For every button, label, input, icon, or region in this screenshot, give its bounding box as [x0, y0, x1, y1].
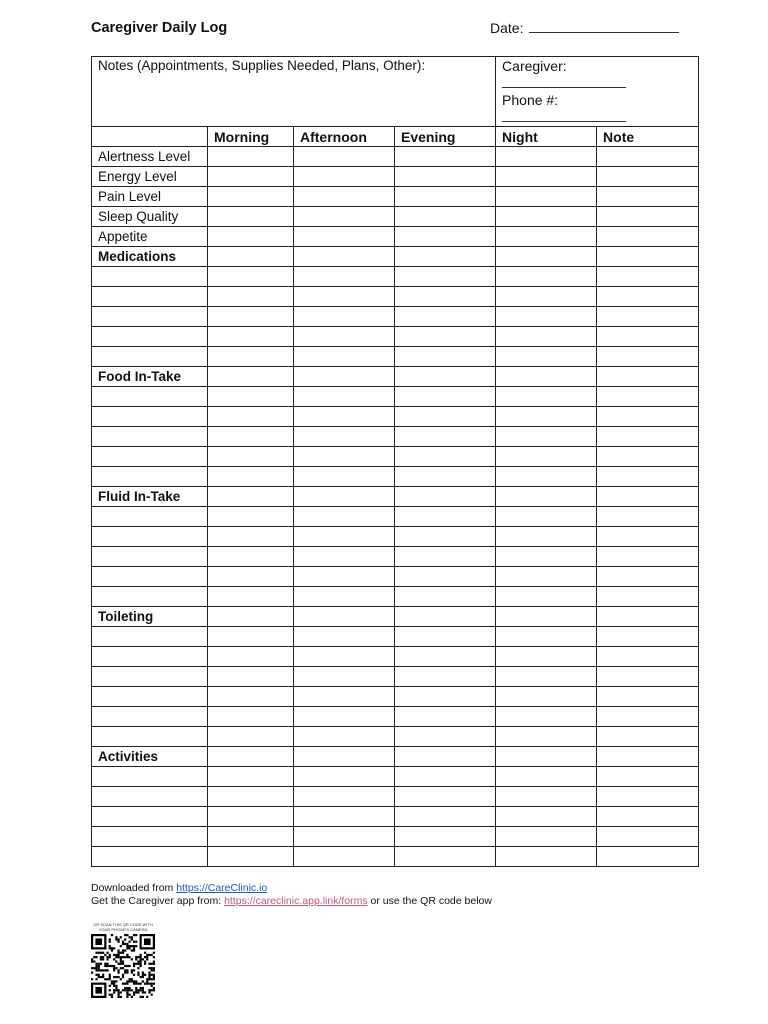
row-label[interactable]: [92, 847, 208, 867]
entry-cell[interactable]: [208, 707, 294, 727]
entry-cell[interactable]: [208, 767, 294, 787]
row-label: Sleep Quality: [92, 207, 208, 227]
entry-cell[interactable]: [208, 347, 294, 367]
entry-cell[interactable]: [597, 587, 699, 607]
entry-cell[interactable]: [395, 367, 496, 387]
entry-cell[interactable]: [496, 667, 597, 687]
date-field: [490, 20, 679, 36]
qr-caption: OR SCAN THIS QR CODE WITH YOUR PHONE'S CAMERA: [93, 922, 153, 932]
entry-cell[interactable]: [395, 347, 496, 367]
row-label: Energy Level: [92, 167, 208, 187]
entry-cell[interactable]: [294, 207, 395, 227]
entry-cell[interactable]: [597, 567, 699, 587]
blank-entry-row: [92, 427, 699, 447]
entry-cell[interactable]: [294, 687, 395, 707]
entry-cell[interactable]: [597, 627, 699, 647]
entry-cell[interactable]: [294, 187, 395, 207]
entry-cell[interactable]: [395, 607, 496, 627]
entry-cell[interactable]: [395, 807, 496, 827]
blank-entry-row: [92, 327, 699, 347]
section-heading: Medications: [92, 247, 208, 267]
entry-cell[interactable]: [208, 667, 294, 687]
entry-cell[interactable]: [294, 167, 395, 187]
entry-cell[interactable]: [294, 727, 395, 747]
column-header-morning: Morning: [208, 127, 294, 147]
entry-cell[interactable]: [496, 607, 597, 627]
entry-cell[interactable]: [395, 827, 496, 847]
blank-entry-row: [92, 507, 699, 527]
entry-cell[interactable]: [294, 667, 395, 687]
entry-cell[interactable]: [597, 547, 699, 567]
date-blank-line[interactable]: [529, 21, 679, 33]
blank-entry-row: [92, 567, 699, 587]
row-label[interactable]: [92, 727, 208, 747]
metric-row: [92, 187, 699, 207]
entry-cell[interactable]: [496, 267, 597, 287]
downloaded-prefix: Downloaded from: [91, 882, 177, 894]
metric-row: [92, 147, 699, 167]
entry-cell[interactable]: [395, 527, 496, 547]
entry-cell[interactable]: [496, 507, 597, 527]
blank-entry-row: [92, 807, 699, 827]
blank-entry-row: [92, 467, 699, 487]
entry-cell[interactable]: [208, 147, 294, 167]
row-label[interactable]: [92, 427, 208, 447]
entry-cell[interactable]: [208, 327, 294, 347]
entry-cell[interactable]: [208, 847, 294, 867]
entry-cell[interactable]: [395, 567, 496, 587]
entry-cell[interactable]: [294, 287, 395, 307]
entry-cell[interactable]: [208, 547, 294, 567]
entry-cell[interactable]: [597, 687, 699, 707]
section-heading: Toileting: [92, 607, 208, 627]
entry-cell[interactable]: [597, 667, 699, 687]
entry-cell[interactable]: [208, 207, 294, 227]
date-label: Date:: [490, 20, 524, 36]
entry-cell[interactable]: [597, 707, 699, 727]
footer: [91, 882, 691, 908]
entry-cell[interactable]: [294, 527, 395, 547]
entry-cell[interactable]: [496, 527, 597, 547]
entry-cell[interactable]: [496, 307, 597, 327]
entry-cell[interactable]: [597, 247, 699, 267]
blank-entry-row: [92, 787, 699, 807]
entry-cell[interactable]: [395, 187, 496, 207]
row-label[interactable]: [92, 787, 208, 807]
row-label[interactable]: [92, 527, 208, 547]
entry-cell[interactable]: [294, 247, 395, 267]
entry-cell[interactable]: [294, 267, 395, 287]
section-row: [92, 747, 699, 767]
entry-cell[interactable]: [496, 567, 597, 587]
row-label[interactable]: [92, 687, 208, 707]
blank-entry-row: [92, 287, 699, 307]
row-label[interactable]: [92, 647, 208, 667]
entry-cell[interactable]: [597, 727, 699, 747]
row-label[interactable]: [92, 587, 208, 607]
entry-cell[interactable]: [597, 747, 699, 767]
daily-log-table: [91, 56, 699, 867]
blank-entry-row: [92, 347, 699, 367]
row-label[interactable]: [92, 467, 208, 487]
entry-cell[interactable]: [395, 287, 496, 307]
row-label[interactable]: [92, 807, 208, 827]
entry-cell[interactable]: [395, 227, 496, 247]
entry-cell[interactable]: [294, 587, 395, 607]
entry-cell[interactable]: [208, 187, 294, 207]
entry-cell[interactable]: [496, 487, 597, 507]
entry-cell[interactable]: [597, 287, 699, 307]
metric-row: [92, 167, 699, 187]
entry-cell[interactable]: [597, 387, 699, 407]
entry-cell[interactable]: [496, 187, 597, 207]
entry-cell[interactable]: [597, 847, 699, 867]
qr-code-image[interactable]: [91, 934, 155, 998]
entry-cell[interactable]: [294, 747, 395, 767]
row-label: Pain Level: [92, 187, 208, 207]
blank-entry-row: [92, 687, 699, 707]
metric-row: [92, 207, 699, 227]
entry-cell[interactable]: [294, 647, 395, 667]
app-link[interactable]: https://careclinic.app.link/forms: [224, 895, 368, 907]
entry-cell[interactable]: [496, 227, 597, 247]
entry-cell[interactable]: [597, 307, 699, 327]
entry-cell[interactable]: [395, 247, 496, 267]
entry-cell[interactable]: [597, 447, 699, 467]
entry-cell[interactable]: [294, 467, 395, 487]
row-label: Alertness Level: [92, 147, 208, 167]
entry-cell[interactable]: [294, 147, 395, 167]
row-label: Appetite: [92, 227, 208, 247]
entry-cell[interactable]: [208, 167, 294, 187]
entry-cell[interactable]: [597, 327, 699, 347]
blank-entry-row: [92, 667, 699, 687]
entry-cell[interactable]: [496, 447, 597, 467]
entry-cell[interactable]: [395, 787, 496, 807]
entry-cell[interactable]: [597, 187, 699, 207]
entry-cell[interactable]: [395, 547, 496, 567]
entry-cell[interactable]: [208, 427, 294, 447]
entry-cell[interactable]: [294, 567, 395, 587]
blank-entry-row: [92, 267, 699, 287]
entry-cell[interactable]: [294, 507, 395, 527]
entry-cell[interactable]: [294, 427, 395, 447]
entry-cell[interactable]: [208, 587, 294, 607]
blank-entry-row: [92, 547, 699, 567]
entry-cell[interactable]: [395, 467, 496, 487]
entry-cell[interactable]: [496, 727, 597, 747]
blank-entry-row: [92, 527, 699, 547]
section-heading: Food In-Take: [92, 367, 208, 387]
entry-cell[interactable]: [395, 707, 496, 727]
entry-cell[interactable]: [294, 787, 395, 807]
entry-cell[interactable]: [395, 147, 496, 167]
entry-cell[interactable]: [395, 327, 496, 347]
entry-cell[interactable]: [597, 767, 699, 787]
log-rows: [92, 147, 699, 867]
row-label[interactable]: [92, 287, 208, 307]
row-label[interactable]: [92, 307, 208, 327]
caregiver-box[interactable]: [496, 57, 699, 127]
entry-cell[interactable]: [208, 747, 294, 767]
row-label[interactable]: [92, 447, 208, 467]
entry-cell[interactable]: [208, 527, 294, 547]
entry-cell[interactable]: [294, 827, 395, 847]
column-header-afternoon: Afternoon: [294, 127, 395, 147]
entry-cell[interactable]: [597, 207, 699, 227]
entry-cell[interactable]: [496, 387, 597, 407]
entry-cell[interactable]: [597, 227, 699, 247]
entry-cell[interactable]: [395, 587, 496, 607]
entry-cell[interactable]: [208, 687, 294, 707]
entry-cell[interactable]: [597, 267, 699, 287]
blank-entry-row: [92, 387, 699, 407]
blank-entry-row: [92, 627, 699, 647]
blank-entry-row: [92, 847, 699, 867]
entry-cell[interactable]: [496, 847, 597, 867]
column-header-row: [92, 127, 699, 147]
row-label[interactable]: [92, 387, 208, 407]
column-header-evening: Evening: [395, 127, 496, 147]
section-heading: Fluid In-Take: [92, 487, 208, 507]
blank-entry-row: [92, 647, 699, 667]
entry-cell[interactable]: [395, 767, 496, 787]
entry-cell[interactable]: [496, 287, 597, 307]
entry-cell[interactable]: [395, 507, 496, 527]
entry-cell[interactable]: [208, 627, 294, 647]
entry-cell[interactable]: [294, 227, 395, 247]
metric-row: [92, 227, 699, 247]
app-line: [91, 895, 691, 908]
entry-cell[interactable]: [496, 687, 597, 707]
entry-cell[interactable]: [496, 787, 597, 807]
entry-cell[interactable]: [597, 607, 699, 627]
blank-entry-row: [92, 447, 699, 467]
entry-cell[interactable]: [496, 327, 597, 347]
phone-blank-line[interactable]: [502, 108, 626, 122]
entry-cell[interactable]: [597, 147, 699, 167]
entry-cell[interactable]: [208, 727, 294, 747]
entry-cell[interactable]: [395, 207, 496, 227]
blank-entry-row: [92, 407, 699, 427]
blank-entry-row: [92, 707, 699, 727]
entry-cell[interactable]: [208, 407, 294, 427]
entry-cell[interactable]: [496, 467, 597, 487]
row-label[interactable]: [92, 407, 208, 427]
entry-cell[interactable]: [294, 407, 395, 427]
blank-entry-row: [92, 307, 699, 327]
phone-label: Phone #:: [502, 92, 559, 108]
entry-cell[interactable]: [294, 707, 395, 727]
entry-cell[interactable]: [208, 307, 294, 327]
entry-cell[interactable]: [395, 687, 496, 707]
entry-cell[interactable]: [294, 347, 395, 367]
entry-cell[interactable]: [208, 827, 294, 847]
caregiver-blank-line[interactable]: [502, 74, 626, 88]
entry-cell[interactable]: [496, 767, 597, 787]
entry-cell[interactable]: [496, 807, 597, 827]
column-header-note: Note: [597, 127, 699, 147]
row-label[interactable]: [92, 627, 208, 647]
entry-cell[interactable]: [294, 327, 395, 347]
entry-cell[interactable]: [496, 647, 597, 667]
section-row: [92, 607, 699, 627]
entry-cell[interactable]: [597, 827, 699, 847]
entry-cell[interactable]: [496, 747, 597, 767]
entry-cell[interactable]: [597, 807, 699, 827]
entry-cell[interactable]: [395, 407, 496, 427]
entry-cell[interactable]: [208, 447, 294, 467]
entry-cell[interactable]: [395, 667, 496, 687]
qr-code-block: [91, 922, 155, 998]
entry-cell[interactable]: [208, 387, 294, 407]
row-label[interactable]: [92, 507, 208, 527]
entry-cell[interactable]: [208, 607, 294, 627]
blank-entry-row: [92, 767, 699, 787]
entry-cell[interactable]: [294, 547, 395, 567]
entry-cell[interactable]: [597, 787, 699, 807]
entry-cell[interactable]: [208, 247, 294, 267]
entry-cell[interactable]: [395, 627, 496, 647]
entry-cell[interactable]: [208, 467, 294, 487]
entry-cell[interactable]: [395, 447, 496, 467]
entry-cell[interactable]: [496, 587, 597, 607]
entry-cell[interactable]: [208, 807, 294, 827]
app-suffix: or use the QR code below: [367, 895, 492, 907]
blank-entry-row: [92, 727, 699, 747]
blank-entry-row: [92, 587, 699, 607]
entry-cell[interactable]: [294, 807, 395, 827]
entry-cell[interactable]: [597, 507, 699, 527]
entry-cell[interactable]: [597, 487, 699, 507]
entry-cell[interactable]: [395, 387, 496, 407]
entry-cell[interactable]: [395, 307, 496, 327]
notes-box[interactable]: [92, 57, 496, 127]
entry-cell[interactable]: [597, 427, 699, 447]
entry-cell[interactable]: [597, 467, 699, 487]
entry-cell[interactable]: [208, 227, 294, 247]
page-title: Caregiver Daily Log: [91, 20, 228, 36]
row-label[interactable]: [92, 347, 208, 367]
entry-cell[interactable]: [395, 267, 496, 287]
column-header-night: Night: [496, 127, 597, 147]
entry-cell[interactable]: [294, 767, 395, 787]
entry-cell[interactable]: [208, 647, 294, 667]
entry-cell[interactable]: [294, 847, 395, 867]
entry-cell[interactable]: [294, 387, 395, 407]
row-label[interactable]: [92, 547, 208, 567]
caregiver-label: Caregiver:: [502, 58, 567, 74]
entry-cell[interactable]: [496, 547, 597, 567]
entry-cell[interactable]: [208, 487, 294, 507]
entry-cell[interactable]: [496, 427, 597, 447]
page-header: [91, 20, 697, 42]
entry-cell[interactable]: [208, 567, 294, 587]
entry-cell[interactable]: [597, 167, 699, 187]
section-heading: Activities: [92, 747, 208, 767]
entry-cell[interactable]: [294, 447, 395, 467]
row-label[interactable]: [92, 567, 208, 587]
entry-cell[interactable]: [294, 367, 395, 387]
blank-entry-row: [92, 827, 699, 847]
notes-row: [92, 57, 699, 127]
entry-cell[interactable]: [395, 647, 496, 667]
entry-cell[interactable]: [294, 307, 395, 327]
entry-cell[interactable]: [496, 247, 597, 267]
entry-cell[interactable]: [496, 167, 597, 187]
row-label[interactable]: [92, 667, 208, 687]
entry-cell[interactable]: [597, 407, 699, 427]
entry-cell[interactable]: [597, 527, 699, 547]
entry-cell[interactable]: [395, 847, 496, 867]
entry-cell[interactable]: [395, 727, 496, 747]
entry-cell[interactable]: [294, 627, 395, 647]
entry-cell[interactable]: [496, 347, 597, 367]
row-label[interactable]: [92, 767, 208, 787]
entry-cell[interactable]: [597, 367, 699, 387]
entry-cell[interactable]: [395, 167, 496, 187]
downloaded-line: [91, 882, 691, 895]
entry-cell[interactable]: [597, 347, 699, 367]
section-row: [92, 367, 699, 387]
entry-cell[interactable]: [294, 607, 395, 627]
entry-cell[interactable]: [294, 487, 395, 507]
careclinic-link[interactable]: https://CareClinic.io: [176, 882, 268, 894]
section-row: [92, 247, 699, 267]
entry-cell[interactable]: [208, 367, 294, 387]
row-label[interactable]: [92, 267, 208, 287]
entry-cell[interactable]: [395, 487, 496, 507]
entry-cell[interactable]: [496, 407, 597, 427]
entry-cell[interactable]: [208, 287, 294, 307]
entry-cell[interactable]: [496, 827, 597, 847]
notes-label: Notes (Appointments, Supplies Needed, Plans, Other):: [98, 58, 426, 73]
entry-cell[interactable]: [208, 507, 294, 527]
row-label[interactable]: [92, 327, 208, 347]
entry-cell[interactable]: [496, 207, 597, 227]
entry-cell[interactable]: [395, 747, 496, 767]
entry-cell[interactable]: [395, 427, 496, 447]
entry-cell[interactable]: [496, 367, 597, 387]
app-prefix: Get the Caregiver app from:: [91, 895, 225, 907]
entry-cell[interactable]: [496, 627, 597, 647]
row-label[interactable]: [92, 827, 208, 847]
entry-cell[interactable]: [496, 147, 597, 167]
column-header-blank: [92, 127, 208, 147]
row-label[interactable]: [92, 707, 208, 727]
entry-cell[interactable]: [496, 707, 597, 727]
entry-cell[interactable]: [208, 787, 294, 807]
entry-cell[interactable]: [208, 267, 294, 287]
entry-cell[interactable]: [597, 647, 699, 667]
section-row: [92, 487, 699, 507]
